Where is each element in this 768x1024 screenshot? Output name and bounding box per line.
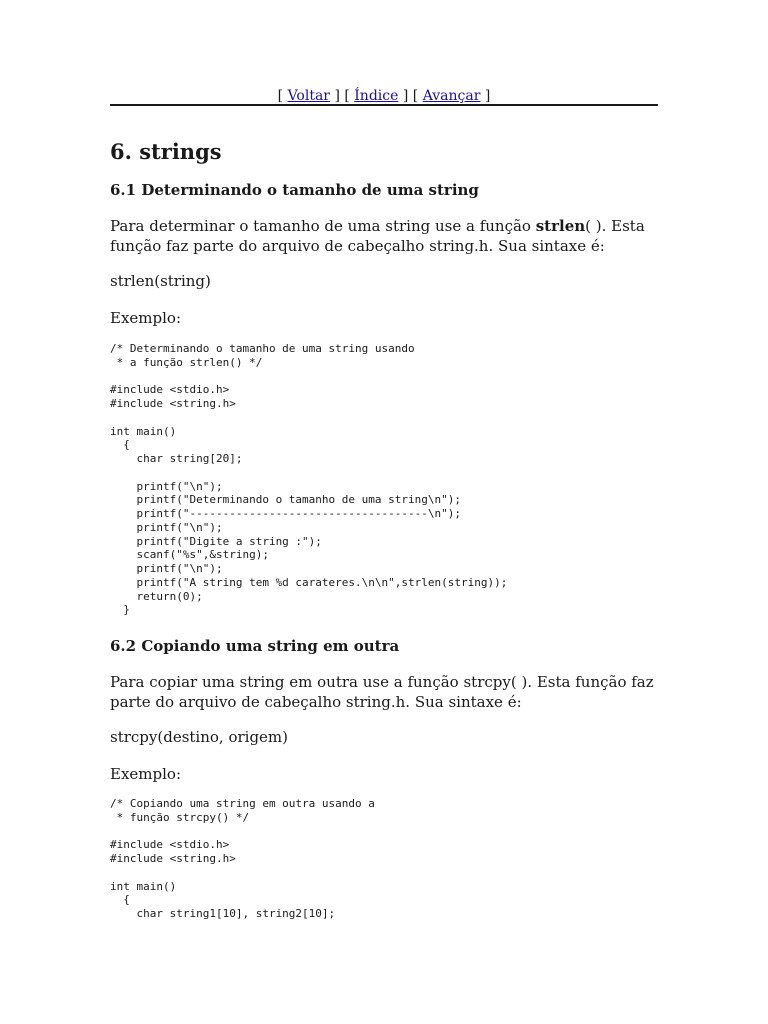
example-label: Exemplo: (110, 309, 181, 327)
code-block-strcpy: /* Copiando uma string em outra usando a * função strcpy() */ #include <stdio.h> #include <string.h> int main() { char string1[10], string2[10]; (110, 797, 375, 920)
page-title: 6. strings (110, 139, 222, 164)
nav-separator: ] [ (398, 88, 423, 104)
voltar-link[interactable]: Voltar (287, 88, 330, 104)
syntax-line: strcpy(destino, origem) (110, 728, 289, 746)
section-heading-6-2: 6.2 Copiando uma string em outra (110, 637, 400, 655)
section-heading-6-1: 6.1 Determinando o tamanho de uma string (110, 181, 479, 199)
nav-bracket: ] (480, 88, 491, 104)
section-2-paragraph: Para copiar uma string em outra use a função strcpy( ). Esta função faz parte do arquivo de cabeçalho string.h. Sua sintaxe é: (110, 673, 654, 711)
section-1-paragraph (110, 216, 658, 256)
code-block-strlen: /* Determinando o tamanho de uma string usando * a função strlen() */ #include <stdio.h> #include <string.h> int main() { char string[20]; printf("\n"); printf("Determinando o tamanho de uma string\n"); printf("------------------------------------\n"); printf("\n"); printf("Digite a string :"); scanf("%s",&string); printf("\n"); printf("A string tem %d carateres.\n\n",strlen(string)); return(0); } (110, 342, 508, 617)
paragraph-text: ( ). Esta função faz parte do arquivo de cabeçalho string.h. Sua sintaxe é: (110, 217, 645, 255)
syntax-line: strlen(string) (110, 272, 211, 290)
indice-link[interactable]: Índice (354, 88, 399, 104)
avancar-link[interactable]: Avançar (422, 88, 481, 104)
function-name: strlen (535, 217, 586, 235)
paragraph-text: Para determinar o tamanho de uma string use a função (110, 217, 536, 235)
example-label: Exemplo: (110, 765, 181, 783)
nav-separator: ] [ (330, 88, 355, 104)
horizontal-rule (110, 104, 658, 106)
nav-bracket: [ (277, 88, 288, 104)
navigation-bar (110, 86, 658, 106)
